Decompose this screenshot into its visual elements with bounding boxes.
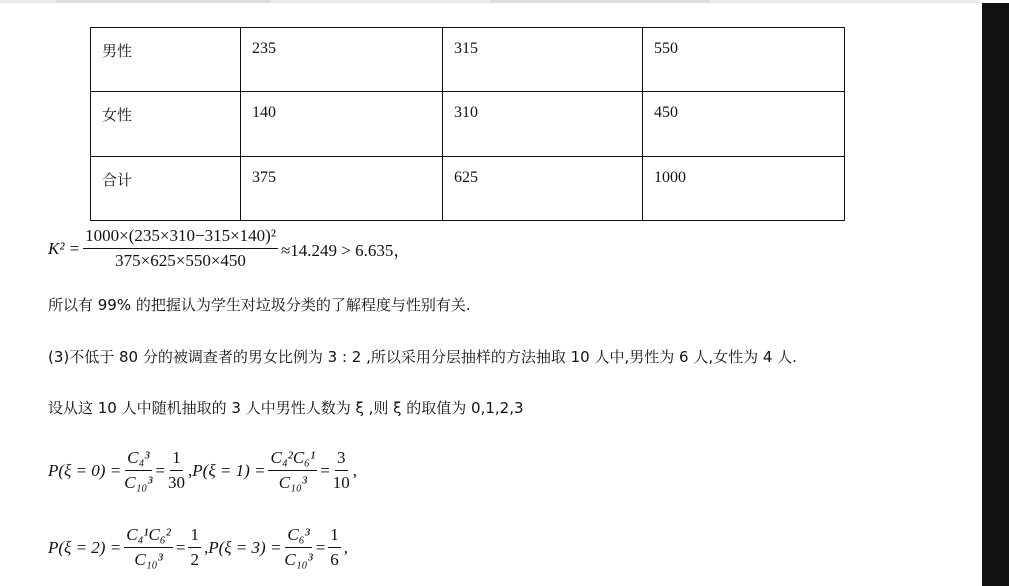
prob-value-numerator: 1 — [170, 448, 183, 471]
prob-value-numerator: 1 — [328, 525, 341, 548]
table-cell: 235 — [241, 28, 443, 92]
prob-denominator: C₁₀³ — [134, 550, 163, 569]
prob-value — [333, 448, 350, 493]
prob-value-denominator: 10 — [332, 473, 350, 492]
table-cell: 375 — [241, 156, 443, 220]
table-row — [91, 28, 845, 92]
prob-lhs: P(ξ = 3) = — [208, 537, 282, 557]
prob-denominator: C₁₀³ — [284, 550, 313, 569]
probability-line-2 — [48, 525, 348, 570]
prob-lhs: P(ξ = 1) = — [192, 460, 266, 480]
prob-numerator: C₆³ — [285, 525, 311, 548]
sampling-text: (3)不低于 80 分的被调查者的男女比例为 3 : 2 ,所以采用分层抽样的方法抽取 10 人中,男性为 6 人,女性为 4 人. — [48, 348, 797, 366]
prob-fraction — [124, 448, 152, 493]
prob-value-denominator: 30 — [168, 473, 186, 492]
table-cell: 140 — [241, 92, 443, 156]
k2-denominator: 375×625×550×450 — [115, 251, 246, 270]
prob-value — [168, 448, 185, 493]
row-label: 女性 — [91, 92, 241, 156]
prob-denominator: C₁₀³ — [124, 473, 153, 492]
table-row — [91, 92, 845, 156]
k2-fraction — [83, 226, 278, 271]
vertical-scrollbar[interactable] — [982, 3, 1009, 586]
table-cell: 550 — [643, 28, 845, 92]
equals-sign: = — [315, 537, 326, 557]
prob-numerator: C₄²C₆¹ — [268, 448, 317, 471]
prob-value — [188, 525, 201, 570]
conclusion-text: 所以有 99% 的把握认为学生对垃圾分类的了解程度与性别有关. — [48, 296, 471, 314]
top-tab-strip — [0, 0, 980, 3]
random-variable-text: 设从这 10 人中随机抽取的 3 人中男性人数为 ξ ,则 ξ 的取值为 0,1,2,3 — [48, 399, 524, 417]
table-cell: 1000 — [643, 156, 845, 220]
prob-value-denominator: 2 — [190, 550, 199, 569]
separator: , — [203, 537, 209, 557]
k2-rhs: ≈14.249 > 6.635， — [280, 241, 411, 260]
prob-value-numerator: 3 — [335, 448, 348, 471]
table-cell: 450 — [643, 92, 845, 156]
prob-denominator: C₁₀³ — [278, 473, 307, 492]
prob-value-numerator: 1 — [188, 525, 201, 548]
prob-lhs: P(ξ = 0) = — [48, 460, 122, 480]
prob-lhs: P(ξ = 2) = — [48, 537, 122, 557]
prob-fraction — [284, 525, 312, 570]
prob-numerator: C₄¹C₆² — [124, 525, 173, 548]
prob-numerator: C₄³ — [125, 448, 151, 471]
k2-formula — [48, 226, 410, 271]
probability-line-1 — [48, 448, 357, 493]
prob-fraction — [268, 448, 317, 493]
table-cell: 310 — [443, 92, 643, 156]
table-cell: 625 — [443, 156, 643, 220]
equals-sign: = — [175, 537, 186, 557]
prob-value-denominator: 6 — [330, 550, 339, 569]
separator: , — [188, 460, 193, 480]
row-label: 男性 — [91, 28, 241, 92]
table-row — [91, 156, 845, 220]
separator: , — [352, 460, 358, 480]
equals-sign: = — [155, 460, 166, 480]
prob-fraction — [124, 525, 173, 570]
separator: , — [343, 537, 349, 557]
tab-segment — [490, 0, 710, 3]
prob-value — [328, 525, 341, 570]
k2-lhs: K² = — [48, 238, 81, 258]
equals-sign: = — [320, 460, 330, 480]
contingency-table — [90, 27, 845, 221]
table-cell: 315 — [443, 28, 643, 92]
k2-numerator: 1000×(235×310−315×140)² — [83, 226, 278, 249]
tab-segment — [56, 0, 271, 3]
row-label: 合计 — [91, 156, 241, 220]
